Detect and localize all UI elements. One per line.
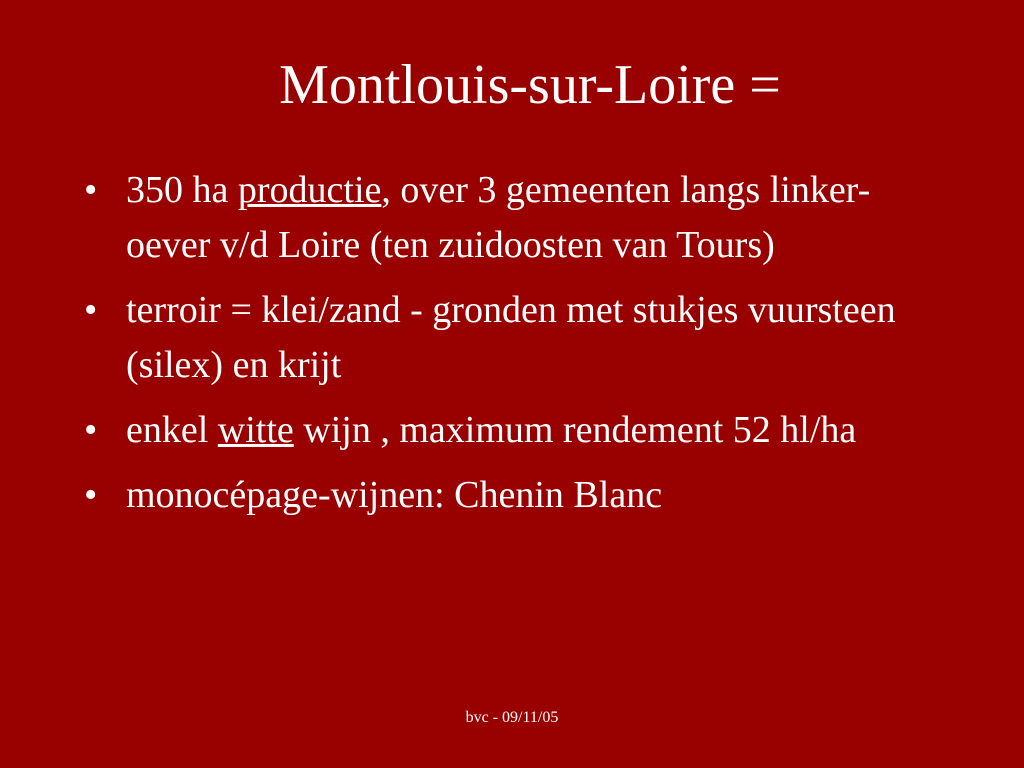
footer-text: bvc - 09/11/05 <box>465 709 559 726</box>
bullet-text-pre: enkel <box>126 409 218 451</box>
bullet-item <box>78 163 908 273</box>
bullet-text-underlined: witte <box>217 409 294 451</box>
bullet-item <box>78 403 908 458</box>
bullet-text-underlined: productie <box>237 169 382 211</box>
bullet-list <box>78 163 908 533</box>
bullet-icon: • <box>84 169 98 211</box>
bullet-icon: • <box>84 474 98 516</box>
bullet-item <box>78 283 908 393</box>
slide-title: Montlouis-sur-Loire = <box>279 54 781 116</box>
bullet-text-post: , over 3 gemeenten langs linker-oever v/d Loire (ten zuidoosten van Tours) <box>126 169 871 266</box>
bullet-text-pre: 350 ha <box>126 169 238 211</box>
bullet-icon: • <box>84 409 98 451</box>
bullet-item <box>78 468 908 523</box>
bullet-text-pre: terroir = klei/zand - gronden met stukjes vuursteen (silex) en krijt <box>126 289 896 386</box>
bullet-text-pre: monocépage-wijnen: Chenin Blanc <box>126 474 663 516</box>
bullet-icon: • <box>84 289 98 331</box>
bullet-text-post: wijn , maximum rendement 52 hl/ha <box>293 409 857 451</box>
